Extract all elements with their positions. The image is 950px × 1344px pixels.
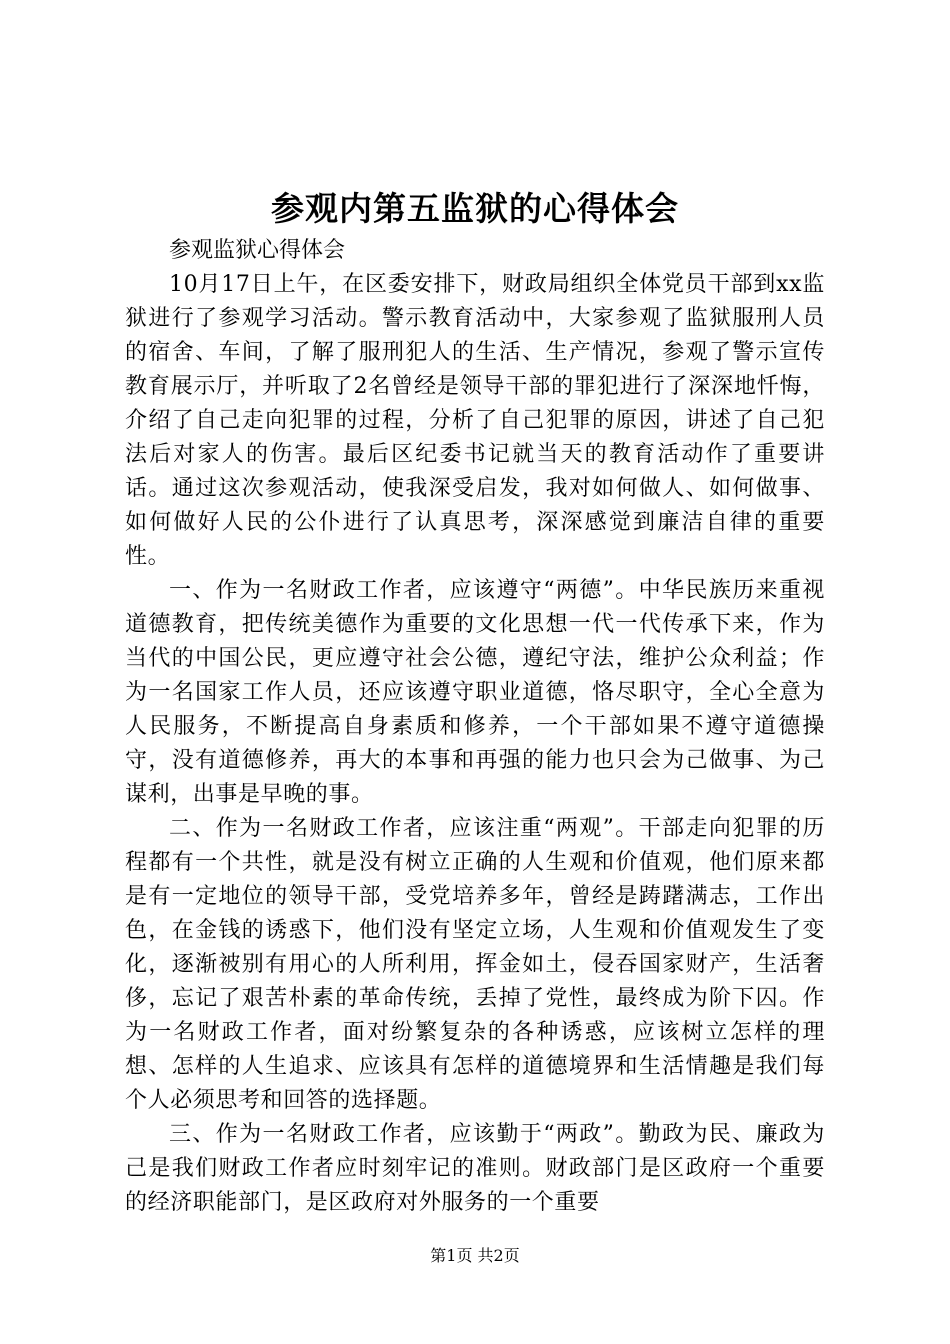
page-footer: 第1页 共2页 (430, 1246, 520, 1265)
paragraph-point-one: 一、作为一名财政工作者，应该遵守“两德”。中华民族历来重视道德教育，把传统美德作为重要的文化思想一代一代传承下来，作为当代的中国公民，更应遵守社会公德，遵纪守法，维护公众利益；作为一名国家工作人员，还应该遵守职业道德，恪尽职守，全心全意为人民服务，不断提高自身素质和修养，一个干部如果不遵守道德操守，没有道德修养，再大的本事和再强的能力也只会为己做事、为己谋利，出事是早晚的事。 (125, 578, 825, 807)
paragraph-point-three: 三、作为一名财政工作者，应该勤于“两政”。勤政为民、廉政为己是我们财政工作者应时刻牢记的准则。财政部门是区政府一个重要的经济职能部门，是区政府对外服务的一个重要 (125, 1122, 825, 1215)
paragraph-intro: 10月17日上午，在区委安排下，财政局组织全体党员干部到xx监狱进行了参观学习活动。警示教育活动中，大家参观了监狱服刑人员的宿舍、车间，了解了服刑犯人的生活、生产情况，参观了警示宣传教育展示厅，并听取了2名曾经是领导干部的罪犯进行了深深地忏悔，介绍了自己走向犯罪的过程，分析了自己犯罪的原因，讲述了自己犯法后对家人的伤害。最后区纪委书记就当天的教育活动作了重要讲话。通过这次参观活动，使我深受启发，我对如何做人、如何做事、如何做好人民的公仆进行了认真思考，深深感觉到廉洁自律的重要性。 (125, 272, 825, 569)
document-title: 参观内第五监狱的心得体会 (271, 189, 679, 228)
document-body (125, 234, 825, 1220)
paragraph-point-two: 二、作为一名财政工作者，应该注重“两观”。干部走向犯罪的历程都有一个共性，就是没有树立正确的人生观和价值观，他们原来都是有一定地位的领导干部，受党培养多年，曾经是踌躇满志，工作出色，在金钱的诱惑下，他们没有坚定立场，人生观和价值观发生了变化，逐渐被别有用心的人所利用，挥金如土，侵吞国家财产，生活奢侈，忘记了艰苦朴素的革命传统，丢掉了党性，最终成为阶下囚。作为一名财政工作者，面对纷繁复杂的各种诱惑，应该树立怎样的理想、怎样的人生追求、应该具有怎样的道德境界和生活情趣是我们每个人必须思考和回答的选择题。 (125, 816, 825, 1113)
document-subtitle: 参观监狱心得体会 (169, 238, 346, 263)
